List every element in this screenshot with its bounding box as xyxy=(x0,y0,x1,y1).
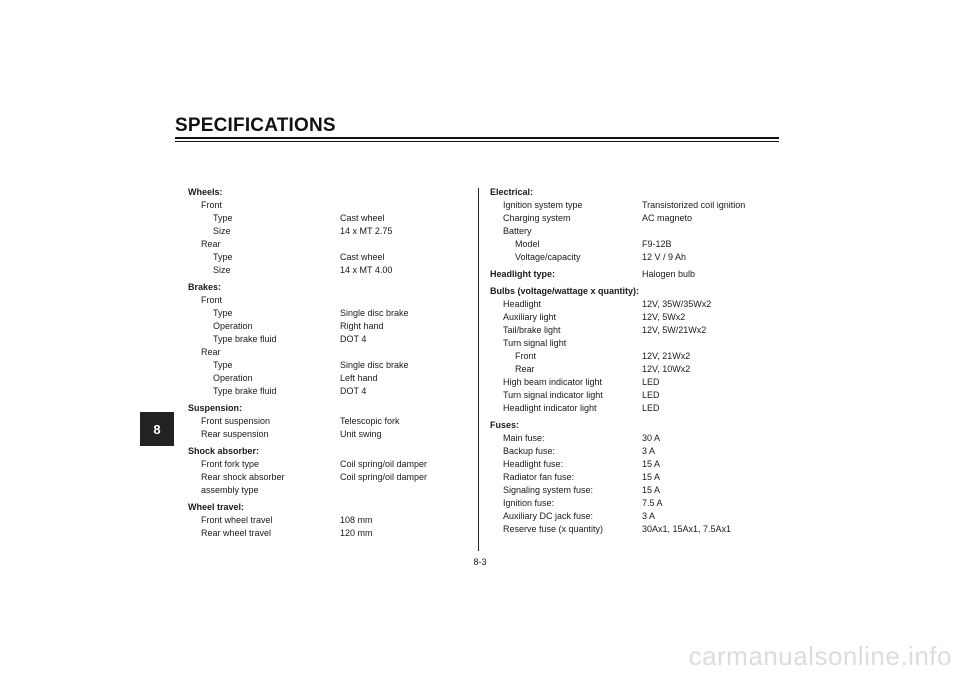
wheels-rear: Rear xyxy=(201,239,221,249)
suspension-section xyxy=(188,402,468,441)
suspension-rear: Rear suspension Unit swing xyxy=(201,429,382,439)
suspension-heading: Suspension: xyxy=(188,403,243,413)
fuse-row: Headlight fuse: 15 A xyxy=(503,459,661,469)
shock-front: Front fork type Coil spring/oil damper xyxy=(201,459,428,469)
wheels-heading: Wheels: xyxy=(188,187,223,197)
fuses-section xyxy=(490,419,780,536)
shock-absorber-section xyxy=(188,445,468,497)
bulb-row: Auxiliary light 12V, 5Wx2 xyxy=(503,312,686,322)
bulbs-list xyxy=(490,298,780,415)
chapter-tab: 8 xyxy=(140,412,174,446)
brakes-rear-operation: Operation Left hand xyxy=(213,373,378,383)
brakes-front-type: Type Single disc brake xyxy=(213,308,409,318)
wheel-travel-front: Front wheel travel 108 mm xyxy=(201,515,373,525)
shock-absorber-heading: Shock absorber: xyxy=(188,446,260,456)
bulb-row: Turn signal indicator light LED xyxy=(503,390,660,400)
electrical-battery-model: Model F9-12B xyxy=(515,239,672,249)
fuse-row: Main fuse: 30 A xyxy=(503,433,661,443)
electrical-battery-voltage: Voltage/capacity 12 V / 9 Ah xyxy=(515,252,687,262)
wheels-section xyxy=(188,186,468,277)
electrical-ignition: Ignition system type Transistorized coil ignition xyxy=(503,200,746,210)
wheel-travel-rear: Rear wheel travel 120 mm xyxy=(201,528,373,538)
shock-rear: Rear shock absorber Coil spring/oil damper xyxy=(201,472,428,482)
watermark: carmanualsonline.info xyxy=(688,641,952,671)
headlight-type-row: Headlight type: Halogen bulb xyxy=(490,269,696,279)
bulb-row: Front 12V, 21Wx2 xyxy=(515,351,691,361)
brakes-front-fluid: Type brake fluid DOT 4 xyxy=(213,334,367,344)
bulbs-heading: Bulbs (voltage/wattage x quantity): xyxy=(490,286,640,296)
title-rule-thin xyxy=(175,141,779,142)
column-divider xyxy=(478,188,479,551)
fuse-row: Ignition fuse: 7.5 A xyxy=(503,498,663,508)
wheels-front-type: Type Cast wheel xyxy=(213,213,385,223)
brakes-section xyxy=(188,281,468,398)
electrical-charging: Charging system AC magneto xyxy=(503,213,693,223)
fuse-row: Reserve fuse (x quantity) 30Ax1, 15Ax1, 7.5Ax1 xyxy=(503,524,732,534)
fuse-row: Signaling system fuse: 15 A xyxy=(503,485,661,495)
wheel-travel-heading: Wheel travel: xyxy=(188,502,245,512)
bulb-row: Turn signal light xyxy=(503,338,567,348)
brakes-heading: Brakes: xyxy=(188,282,222,292)
wheels-front: Front xyxy=(201,200,223,210)
fuse-row: Backup fuse: 3 A xyxy=(503,446,656,456)
headlight-type-section xyxy=(490,268,780,281)
bulbs-section xyxy=(490,285,780,415)
page-title: SPECIFICATIONS xyxy=(175,115,336,136)
left-column xyxy=(188,186,468,544)
wheels-rear-size: Size 14 x MT 4.00 xyxy=(213,265,393,275)
bulb-row: Rear 12V, 10Wx2 xyxy=(515,364,691,374)
electrical-section xyxy=(490,186,780,264)
shock-rear-cont: assembly type xyxy=(201,485,259,495)
fuses-list xyxy=(490,432,780,536)
bulb-row: Tail/brake light 12V, 5W/21Wx2 xyxy=(503,325,707,335)
wheels-front-size: Size 14 x MT 2.75 xyxy=(213,226,393,236)
brakes-rear-fluid: Type brake fluid DOT 4 xyxy=(213,386,367,396)
right-column xyxy=(490,186,780,540)
wheel-travel-section xyxy=(188,501,468,540)
electrical-battery: Battery xyxy=(503,226,532,236)
suspension-front: Front suspension Telescopic fork xyxy=(201,416,400,426)
bulb-row: High beam indicator light LED xyxy=(503,377,660,387)
bulb-row: Headlight indicator light LED xyxy=(503,403,660,413)
fuse-row: Auxiliary DC jack fuse: 3 A xyxy=(503,511,656,521)
brakes-front: Front xyxy=(201,295,223,305)
title-rule-thick xyxy=(175,137,779,139)
wheels-rear-type: Type Cast wheel xyxy=(213,252,385,262)
fuse-row: Radiator fan fuse: 15 A xyxy=(503,472,661,482)
brakes-front-operation: Operation Right hand xyxy=(213,321,384,331)
fuses-heading: Fuses: xyxy=(490,420,520,430)
electrical-heading: Electrical: xyxy=(490,187,534,197)
brakes-rear-type: Type Single disc brake xyxy=(213,360,409,370)
bulb-row: Headlight 12V, 35W/35Wx2 xyxy=(503,299,712,309)
brakes-rear: Rear xyxy=(201,347,221,357)
page-number: 8-3 xyxy=(473,557,487,567)
